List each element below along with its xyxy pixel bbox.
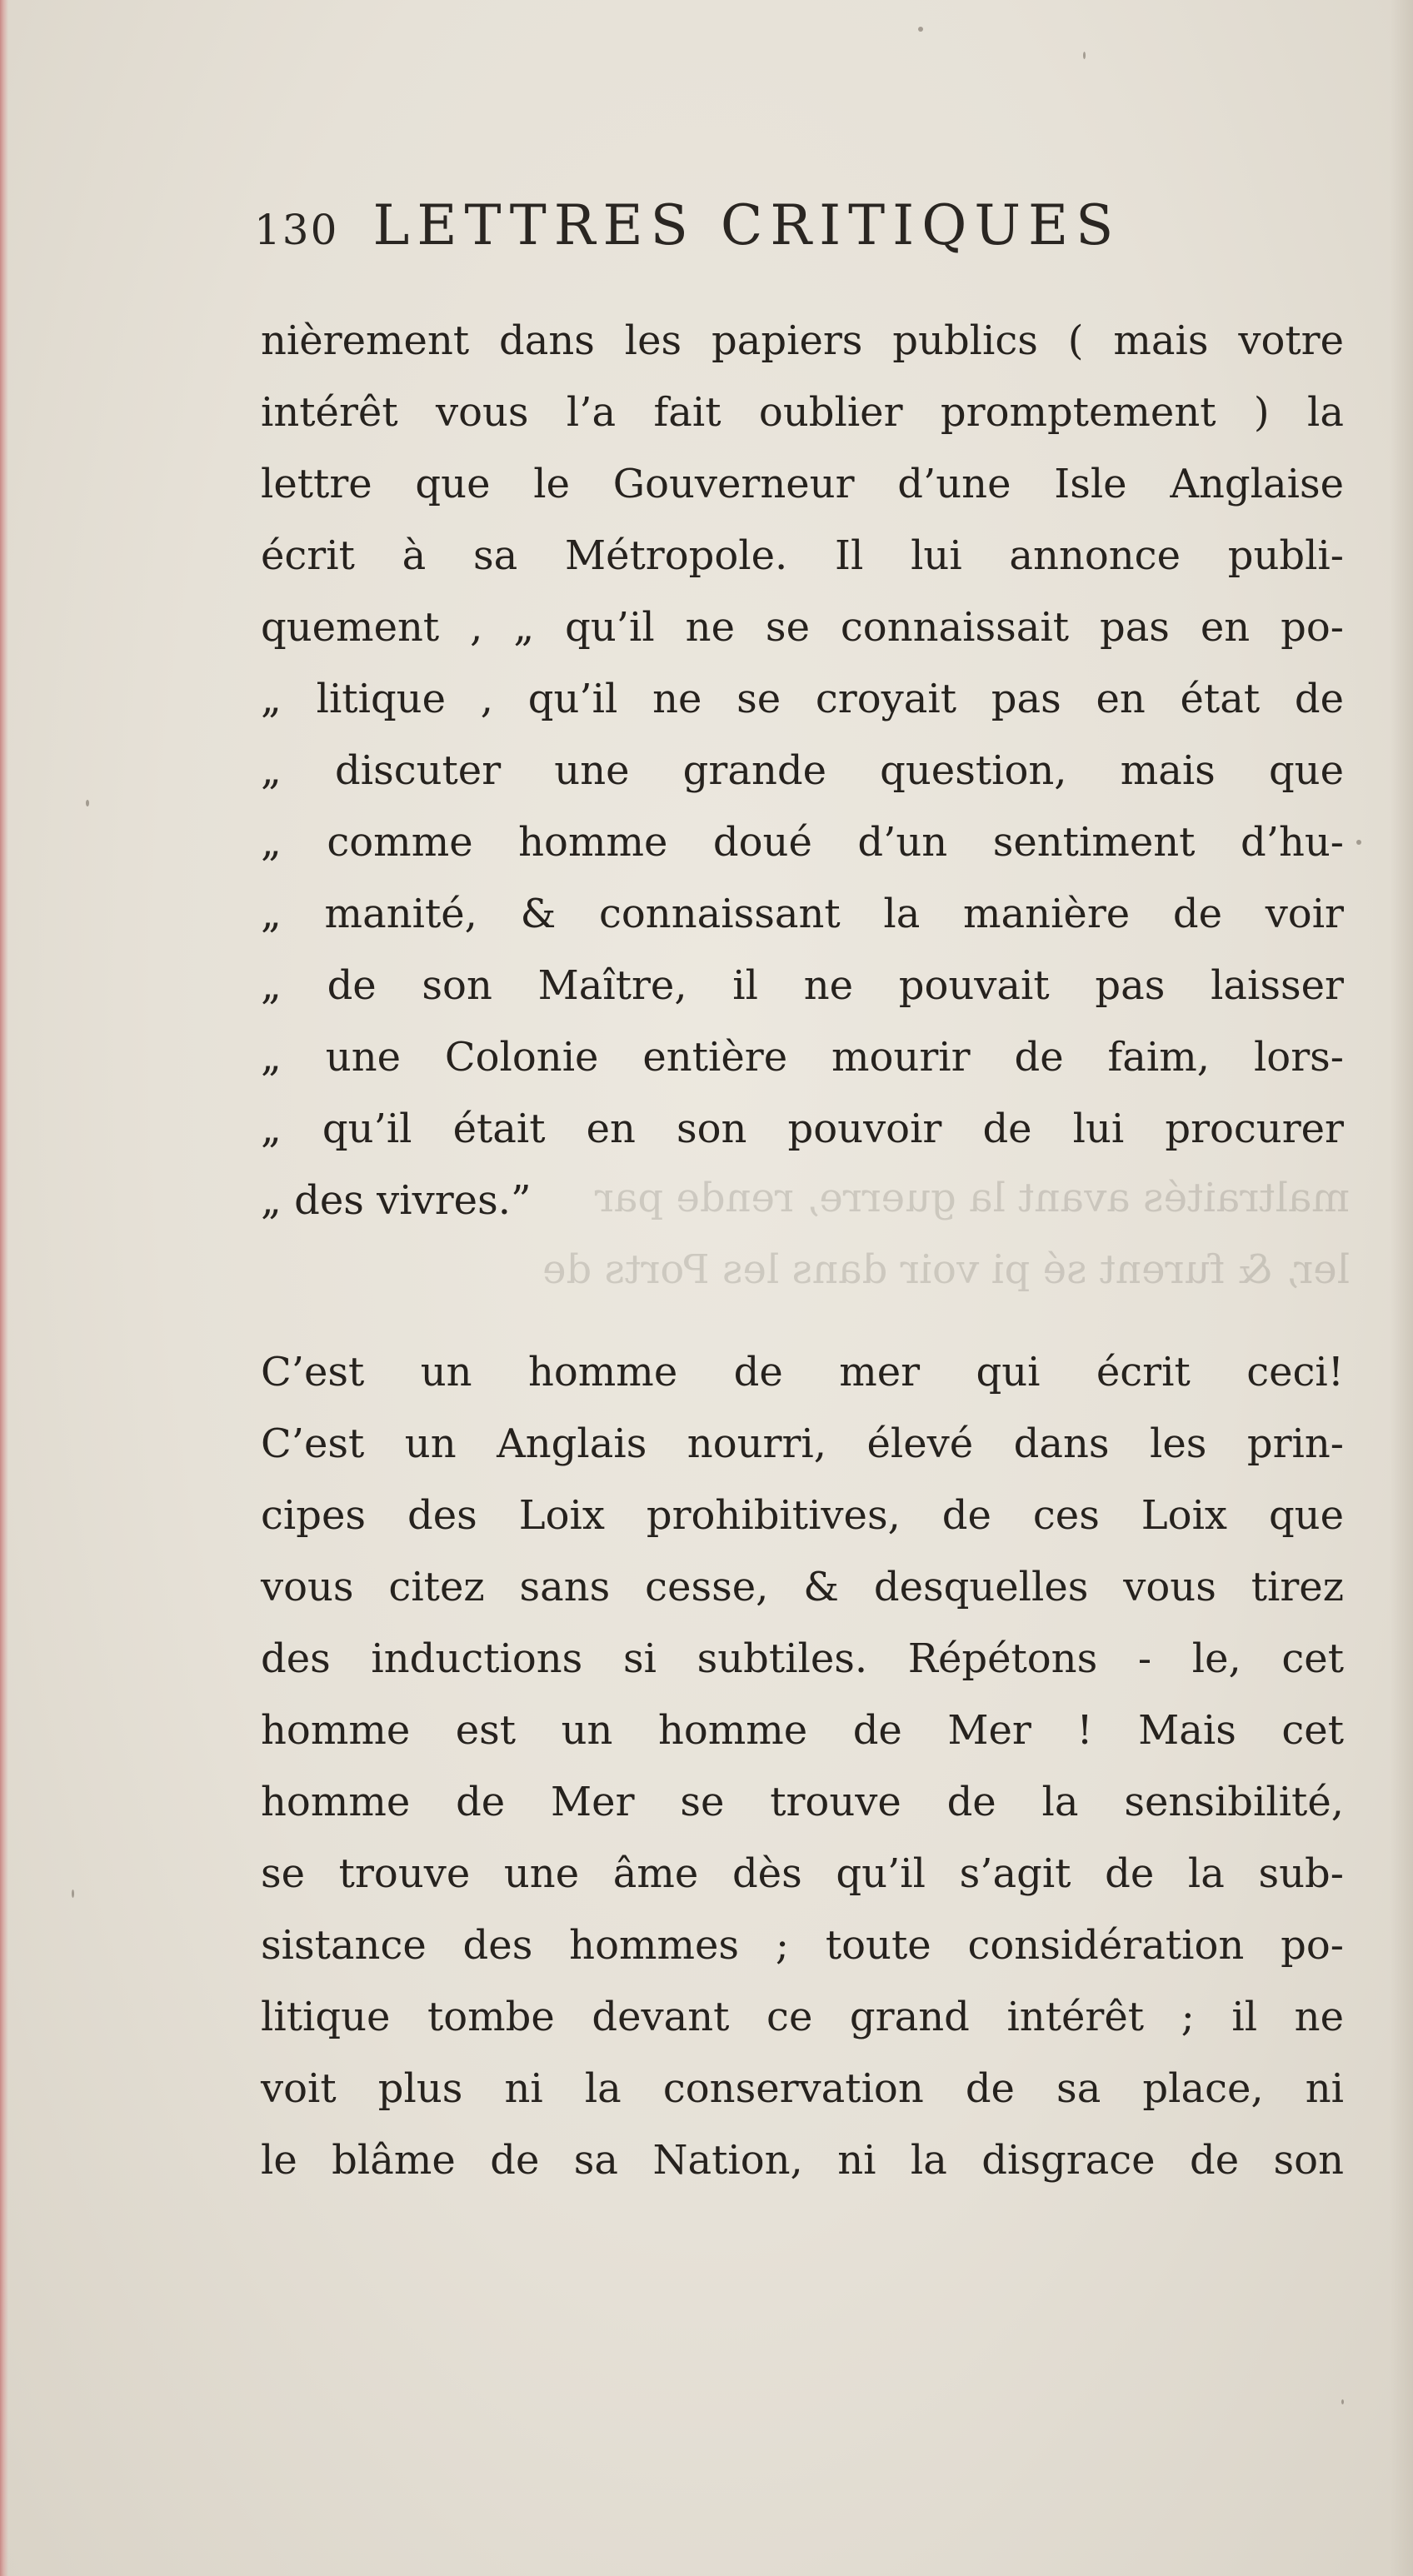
text-line: nièrement dans les papiers publics ( mais votre	[261, 317, 1344, 364]
page-edge-left	[0, 0, 8, 2576]
paragraph-gap	[261, 1236, 1344, 1336]
text-line: intérêt vous l’a fait oublier promptement ) la	[261, 389, 1344, 436]
text-line: des inductions si subtiles. Répétons - le, cet	[261, 1635, 1344, 1682]
text-line: „ manité, & connaissant la manière de voir	[261, 891, 1344, 937]
running-header	[254, 193, 1337, 273]
paper-speck	[918, 27, 923, 32]
text-line: „ discuter une grande question, mais que	[261, 747, 1344, 794]
text-line: le blâme de sa Nation, ni la disgrace de son	[261, 2137, 1344, 2184]
text-line: sistance des hommes ; toute considération po-	[261, 1922, 1344, 1969]
text-line: voit plus ni la conservation de sa place, ni	[261, 2065, 1344, 2112]
text-line: litique tombe devant ce grand intérêt ; il ne	[261, 1994, 1344, 2040]
text-line: quement , „ qu’il ne se connaissait pas en po-	[261, 604, 1344, 651]
text-line: „ de son Maître, il ne pouvait pas laisser	[261, 962, 1344, 1009]
page-number: 130	[254, 206, 339, 254]
paper-speck	[72, 1890, 74, 1898]
text-line: cipes des Loix prohibitives, de ces Loix que	[261, 1492, 1344, 1539]
text-line: homme de Mer se trouve de la sensibilité,	[261, 1779, 1344, 1825]
text-line: se trouve une âme dès qu’il s’agit de la sub-	[261, 1850, 1344, 1897]
text-line: vous citez sans cesse, & desquelles vous tirez	[261, 1564, 1344, 1610]
text-line: lettre que le Gouverneur d’une Isle Anglaise	[261, 461, 1344, 507]
text-line: „ qu’il était en son pouvoir de lui procurer	[261, 1106, 1344, 1152]
text-line: C’est un Anglais nourri, élevé dans les prin-	[261, 1420, 1344, 1467]
text-line: „ comme homme doué d’un sentiment d’hu-	[261, 819, 1344, 866]
body-text	[261, 305, 1344, 2196]
show-through-text: maltraités avant la guerre, rende par ler, & furent sé pi voir dans les Ports de	[542, 1175, 1350, 1293]
text-line: „ litique , qu’il ne se croyait pas en état de	[261, 676, 1344, 722]
text-line: „ une Colonie entière mourir de faim, lors-	[261, 1034, 1344, 1081]
paper-speck	[1356, 840, 1361, 845]
running-title: LETTRES CRITIQUES	[372, 193, 1121, 257]
text-line: C’est un homme de mer qui écrit ceci!	[261, 1349, 1344, 1395]
paragraph-2	[261, 1336, 1344, 2196]
paper-speck	[1083, 52, 1086, 59]
text-line: homme est un homme de Mer ! Mais cet	[261, 1707, 1344, 1754]
paper-speck	[1341, 2399, 1344, 2404]
paper-speck	[86, 800, 89, 806]
text-line: „ des vivres.”	[261, 1177, 532, 1224]
paragraph-1	[261, 305, 1344, 1236]
page-edge-right	[1390, 0, 1413, 2576]
text-line: écrit à sa Métropole. Il lui annonce publi-	[261, 532, 1344, 579]
